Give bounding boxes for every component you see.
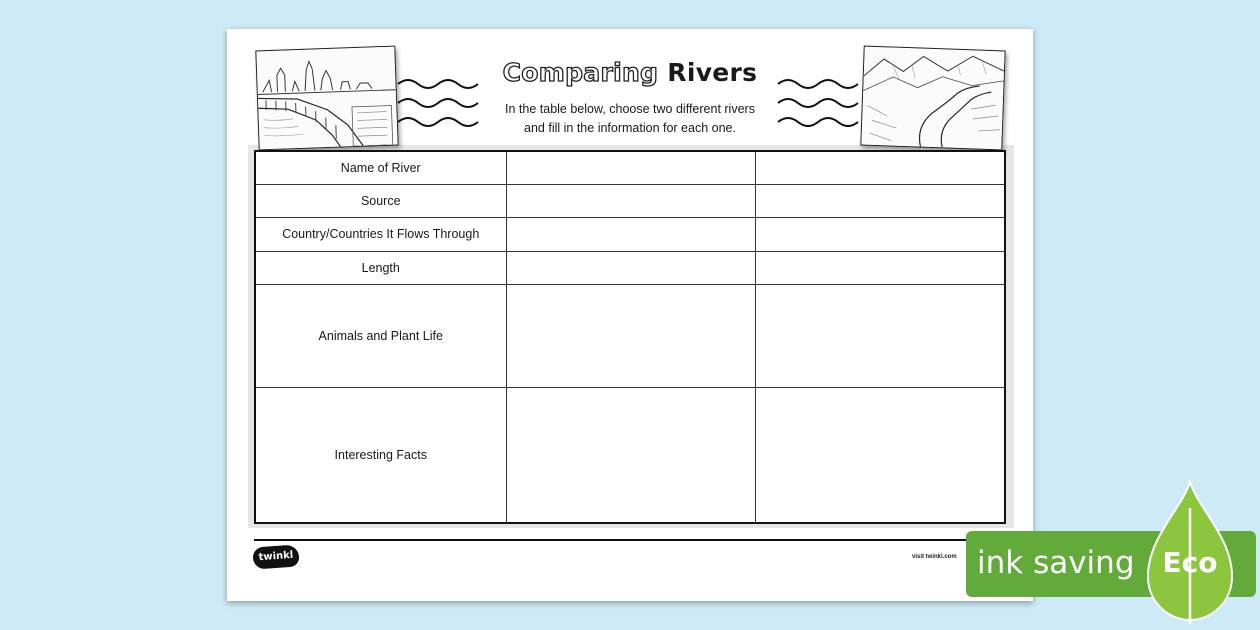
eco-label: Eco (1162, 546, 1218, 579)
river-1-cell[interactable] (506, 184, 756, 217)
page-title (480, 58, 780, 87)
table-row (255, 217, 1005, 251)
row-label: Length (255, 251, 506, 284)
river-1-cell[interactable] (506, 251, 756, 284)
row-label: Interesting Facts (255, 387, 506, 523)
river-1-cell[interactable] (506, 284, 756, 387)
river-2-cell[interactable] (756, 184, 1006, 217)
river-1-cell[interactable] (506, 387, 756, 523)
river-2-cell[interactable] (756, 151, 1006, 184)
table-row (255, 387, 1005, 523)
footer-divider (254, 539, 1006, 541)
row-label: Name of River (255, 151, 506, 184)
river-2-cell[interactable] (756, 387, 1006, 523)
title-outline-word: Comparing (502, 58, 659, 87)
comparison-table (254, 150, 1006, 524)
row-label: Country/Countries It Flows Through (255, 217, 506, 251)
visit-link-text: visit twinkl.com (912, 554, 957, 560)
table-row (255, 251, 1005, 284)
instructions (480, 100, 780, 138)
river-2-cell[interactable] (756, 251, 1006, 284)
river-1-cell[interactable] (506, 217, 756, 251)
table-row (255, 151, 1005, 184)
row-label: Source (255, 184, 506, 217)
table-row (255, 284, 1005, 387)
river-valley-illustration-icon (860, 46, 1005, 151)
row-label: Animals and Plant Life (255, 284, 506, 387)
instruction-line: and fill in the information for each one. (524, 121, 736, 135)
wave-lines-icon (396, 76, 482, 132)
table-row (255, 184, 1005, 217)
river-2-cell[interactable] (756, 217, 1006, 251)
wave-lines-icon (776, 76, 862, 132)
twinkl-logo: twinkl (252, 544, 299, 569)
river-2-cell[interactable] (756, 284, 1006, 387)
town-bridge-illustration-icon (255, 46, 398, 151)
river-1-cell[interactable] (506, 151, 756, 184)
ink-saving-label: ink saving (977, 545, 1135, 581)
instruction-line: In the table below, choose two different rivers (505, 102, 755, 116)
title-solid-word: Rivers (667, 58, 758, 87)
